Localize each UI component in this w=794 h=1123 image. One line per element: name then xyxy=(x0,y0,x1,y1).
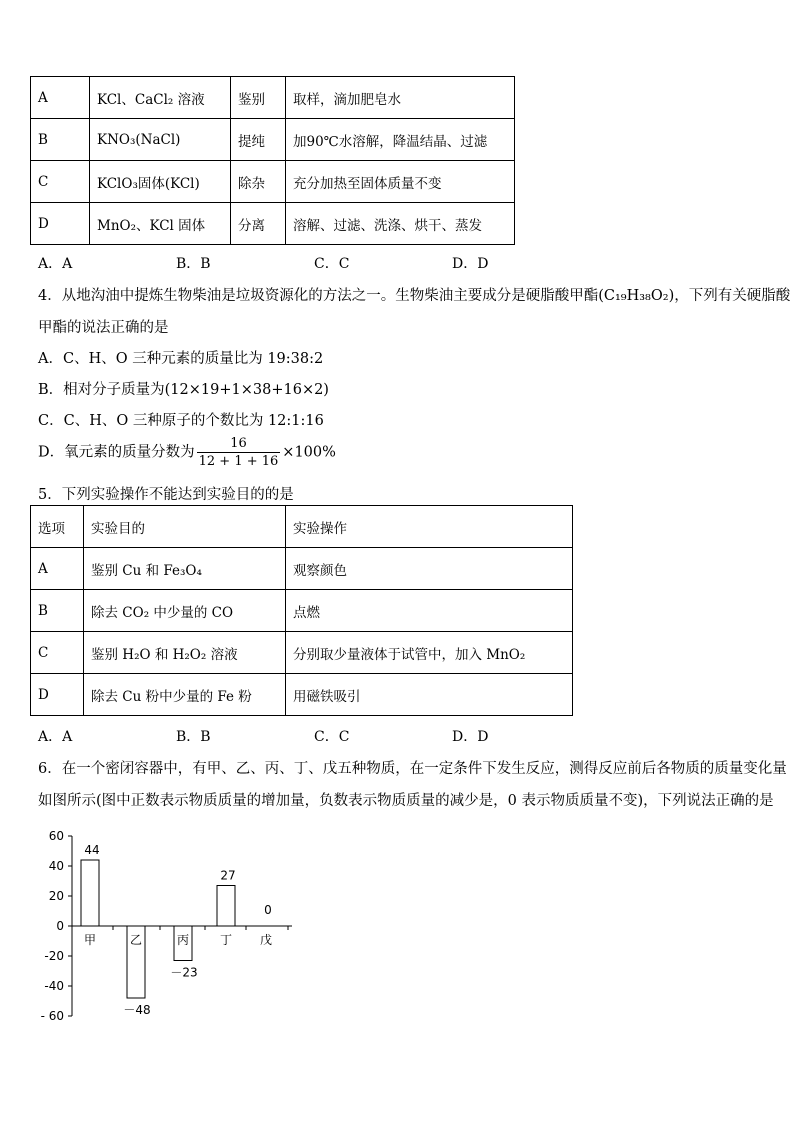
x-category-label: 乙 xyxy=(129,933,143,947)
table-cell: 鉴别 Cu 和 Fe₃O₄ xyxy=(84,548,286,590)
q4-option-a[interactable]: A．C、H、O 三种元素的质量比为 19:38:2 xyxy=(38,351,324,367)
data-label: －23 xyxy=(170,965,198,980)
table-cell: 除去 Cu 粉中少量的 Fe 粉 xyxy=(84,674,286,716)
table-cell: 取样，滴加肥皂水 xyxy=(286,77,515,119)
table-cell: 除杂 xyxy=(231,161,286,203)
fraction-denominator: 12 + 1 + 16 xyxy=(198,454,279,469)
table-row xyxy=(31,674,573,716)
table-cell: B xyxy=(31,590,84,632)
y-tick-label: -40 xyxy=(44,979,64,993)
table-row xyxy=(31,77,515,119)
table-cell: MnO₂、KCl 固体 xyxy=(90,203,231,245)
y-tick-label: -20 xyxy=(44,949,64,963)
y-tick-label: 0 xyxy=(56,919,64,933)
q4-d-suffix: ×100% xyxy=(282,444,336,461)
data-label: 0 xyxy=(264,903,272,917)
table-row xyxy=(31,203,515,245)
option-c[interactable]: C．C xyxy=(314,729,350,745)
q4-option-d[interactable] xyxy=(38,435,336,470)
table-row xyxy=(31,161,515,203)
table-cell: 加90℃水溶解，降温结晶、过滤 xyxy=(286,119,515,161)
table-cell: 用磁铁吸引 xyxy=(286,674,573,716)
option-d[interactable]: D．D xyxy=(452,256,489,272)
answer-options-q5 xyxy=(38,726,590,746)
x-category-label: 甲 xyxy=(83,933,97,947)
column-header: 实验目的 xyxy=(84,506,286,548)
table-cell: KCl、CaCl₂ 溶液 xyxy=(90,77,231,119)
table-row xyxy=(31,632,573,674)
q5-stem: 5．下列实验操作不能达到实验目的的是 xyxy=(38,487,294,503)
table-cell: B xyxy=(31,119,90,161)
column-header: 实验操作 xyxy=(286,506,573,548)
table-header-row xyxy=(31,506,573,548)
bar-1 xyxy=(81,860,99,926)
y-tick-label: 40 xyxy=(48,859,64,873)
table-cell: 鉴别 xyxy=(231,77,286,119)
table-row xyxy=(31,548,573,590)
table-cell: 分离 xyxy=(231,203,286,245)
q6-stem-line1: 6．在一个密闭容器中，有甲、乙、丙、丁、戊五种物质，在一定条件下发生反应，测得反应前后各物质的质量变化量 xyxy=(38,761,787,777)
option-b[interactable]: B．B xyxy=(176,256,211,272)
table-cell: KClO₃固体(KCl) xyxy=(90,161,231,203)
data-label: 44 xyxy=(84,843,100,857)
table-cell: 观察颜色 xyxy=(286,548,573,590)
answer-options-q3 xyxy=(38,253,590,273)
q4-stem-line2: 甲酯的说法正确的是 xyxy=(38,320,169,336)
table-row xyxy=(31,590,573,632)
table-cell: 溶解、过滤、洗涤、烘干、蒸发 xyxy=(286,203,515,245)
option-a[interactable]: A．A xyxy=(38,256,73,272)
x-category-label: 丁 xyxy=(219,933,233,947)
table-cell: C xyxy=(31,632,84,674)
option-b[interactable]: B．B xyxy=(176,729,211,745)
table-cell: D xyxy=(31,203,90,245)
table-cell: 提纯 xyxy=(231,119,286,161)
x-category-label: 戊 xyxy=(259,933,273,947)
data-label: －48 xyxy=(123,1003,151,1017)
option-d[interactable]: D．D xyxy=(452,729,489,745)
q4-option-c[interactable]: C．C、H、O 三种原子的个数比为 12:1:16 xyxy=(38,413,324,429)
table-cell: 充分加热至固体质量不变 xyxy=(286,161,515,203)
q4-d-prefix: D．氧元素的质量分数为 xyxy=(38,444,195,461)
table-cell: 点燃 xyxy=(286,590,573,632)
q4-stem-line1: 4．从地沟油中提炼生物柴油是垃圾资源化的方法之一。生物柴油主要成分是硬脂酸甲酯(C₁₉H₃₈O₂)，下列有关硬脂酸 xyxy=(38,288,791,304)
mass-fraction-formula xyxy=(197,435,281,470)
table-cell: 分别取少量液体于试管中，加入 MnO₂ xyxy=(286,632,573,674)
y-tick-label: 20 xyxy=(48,889,64,903)
y-tick-label: 60 xyxy=(48,829,64,843)
table-cell: KNO₃(NaCl) xyxy=(90,119,231,161)
mass-change-bar-chart xyxy=(30,818,330,1028)
column-header: 选项 xyxy=(31,506,84,548)
table-cell: D xyxy=(31,674,84,716)
reagent-table xyxy=(30,76,515,245)
option-a[interactable]: A．A xyxy=(38,729,73,745)
x-category-label: 丙 xyxy=(176,933,190,947)
y-tick-label: - 60 xyxy=(40,1009,64,1023)
fraction-numerator: 16 xyxy=(230,436,247,451)
table-row xyxy=(31,119,515,161)
q4-option-b[interactable]: B．相对分子质量为(12×19+1×38+16×2) xyxy=(38,382,329,398)
option-c[interactable]: C．C xyxy=(314,256,350,272)
table-cell: A xyxy=(31,548,84,590)
experiment-table xyxy=(30,505,573,716)
table-cell: A xyxy=(31,77,90,119)
q6-stem-line2: 如图所示(图中正数表示物质质量的增加量，负数表示物质质量的减少是，0 表示物质质量不变)，下列说法正确的是 xyxy=(38,793,774,809)
data-label: 27 xyxy=(220,868,236,883)
table-cell: 除去 CO₂ 中少量的 CO xyxy=(84,590,286,632)
table-cell: C xyxy=(31,161,90,203)
bar-4 xyxy=(217,886,235,927)
table-cell: 鉴别 H₂O 和 H₂O₂ 溶液 xyxy=(84,632,286,674)
